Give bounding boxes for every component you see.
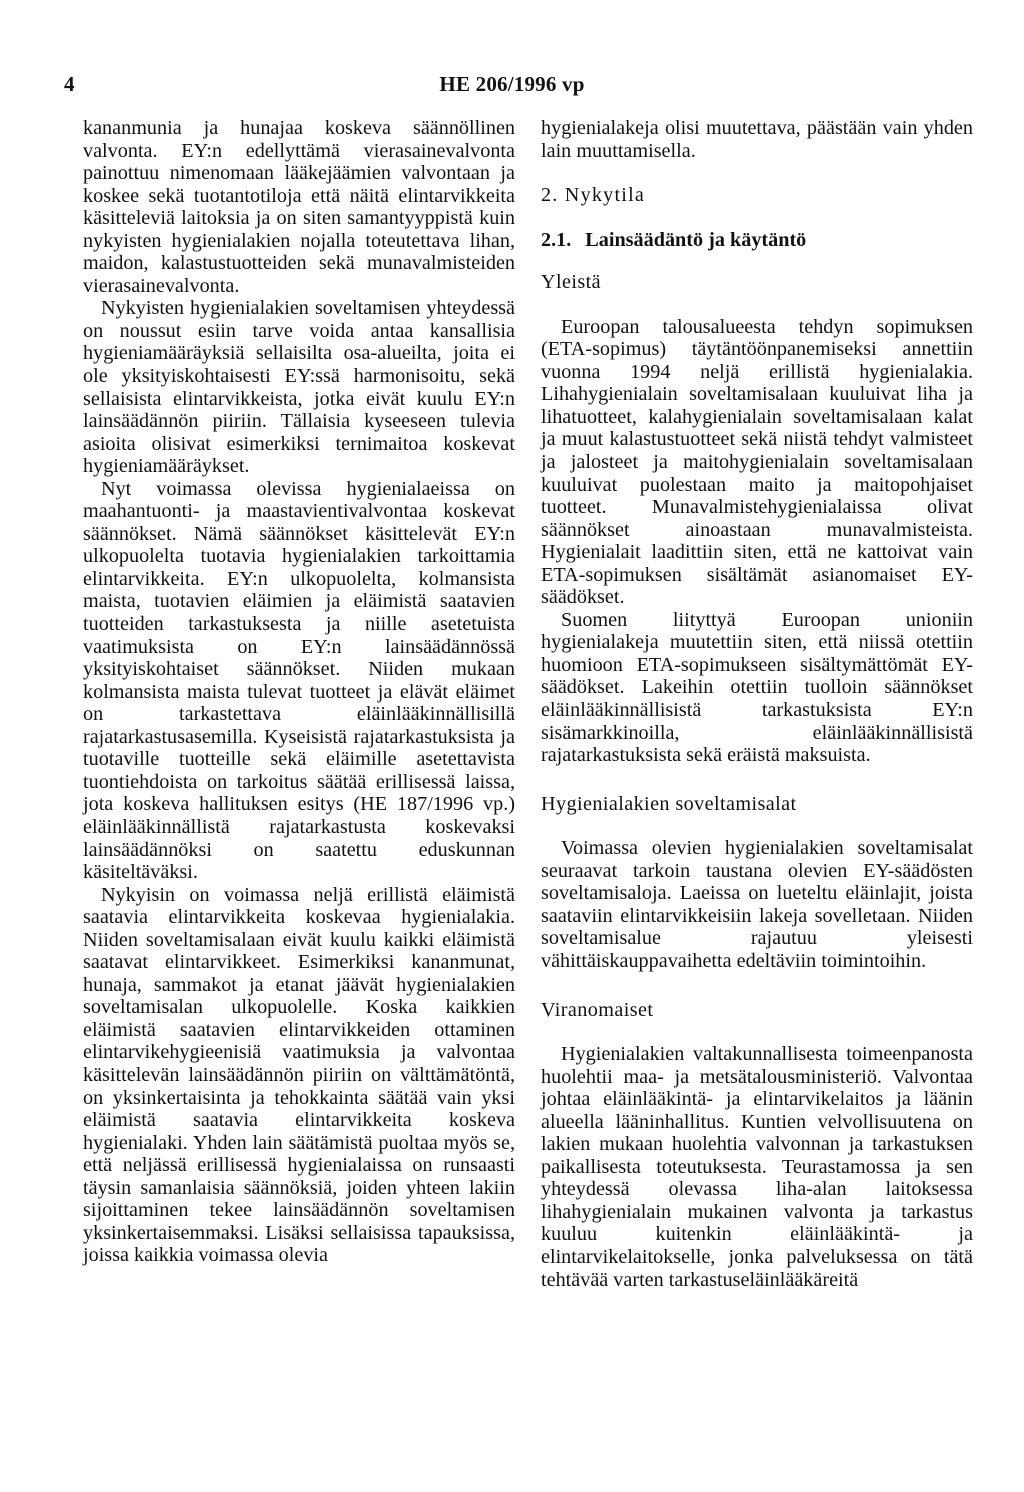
subsection-number: 2.1. [541, 228, 572, 251]
paragraph: hygienialakeja olisi muutettava, päästään vain yhden lain muuttamisella. [541, 117, 973, 162]
heading-yleista: Yleistä [541, 271, 601, 294]
paragraph: Euroopan talousalueesta tehdyn sopimuksen (ETA-sopimus) täytäntöönpanemiseksi annettiin vuonna 1994 neljä erillistä hygienialakia. Lihahygienialain soveltamisalaan kuuluivat liha ja lihatuotteet, kalahygienialain soveltamisalaan kalat ja muut kalastustuotteet sekä niistä tehdyt valmisteet ja jalosteet ja maitohygienialain soveltamisalaan kuuluivat puolestaan maito ja maitopohjaiset tuotteet. Munavalmistehygienialaissa olivat säännökset ainoastaan munavalmisteista. Hygienialait laadittiin siten, että ne kattoivat vain ETA-sopimuksen sisältämät asianomaiset EY-säädökset. [541, 315, 973, 609]
paragraph: Nyt voimassa olevissa hygienialaeissa on maahantuonti- ja maastavientivalvontaa koskevat säännökset. Nämä säännökset käsittelevät EY:n ulkopuolelta tuotavia hygienialakien tarkoittamia elintarvikkeita. EY:n ulkopuolelta, kolmansista maista, tuotavien eläimien ja eläimistä saatavien tuotteiden tarkastuksesta ja niille asetetuista vaatimuksista on EY:n lainsäädännössä yksityiskohtaiset säännökset. Niiden mukaan kolmansista maista tulevat tuotteet ja elävät eläimet on tarkastettava eläinlääkinnällisillä rajatarkastusasemilla. Kyseisistä rajatarkastuksista ja tuotaville tuotteille sekä eläimille asetettavista tuontiehdoista on tarkoitus säätää erillisessä laissa, jota koskeva hallituksen esitys (HE 187/1996 vp.) eläinlääkinnällistä rajatarkastusta koskevaksi lainsäädännöksi on saatettu eduskunnan käsiteltäväksi. [83, 477, 515, 884]
paragraph: Nykyisin on voimassa neljä erillistä eläimistä saatavia elintarvikkeita koskevaa hygienialakia. Niiden soveltamisalaan eivät kuulu kaikki eläimistä saatavat elintarvikkeet. Esimerkiksi kananmunat, hunaja, sammakot ja etanat jäävät hygienialakien soveltamisalan ulkopuolelle. Koska kaikkien eläimistä saatavien elintarvikkeiden ottaminen elintarvikehygieenisiä vaatimuksia ja valvontaa käsittelevän lainsäädännön piiriin on välttämätöntä, on yksinkertaisinta ja tehokkainta säätää vain yksi eläimistä saatavia elintarvikkeita koskeva hygienialaki. Yhden lain säätämistä puoltaa myös se, että neljässä erillisessä hygienialaissa on runsaasti täysin samanlaisia säännöksiä, joiden yhteen lakiin sijoittaminen tekee lainsäädännön soveltamisen yksinkertaisemmaksi. Lisäksi sellaisissa tapauksissa, joissa kaikkia voimassa olevia [83, 883, 515, 1267]
paragraph: kananmunia ja hunajaa koskeva säännöllinen valvonta. EY:n edellyttämä vierasainevalvonta painottuu nimenomaan lääkejäämien valvontaan ja koskee sekä tuotantotiloja että näitä elintarvikkeita käsitteleviä laitoksia ja on siten samantyyppistä kuin nykyisten hygienialakien nojalla toteutettava lihan, maidon, kalastustuotteiden sekä munavalmisteiden vierasainevalvonta. [83, 117, 515, 297]
page-number: 4 [64, 72, 75, 96]
paragraph: Nykyisten hygienialakien soveltamisen yhteydessä on noussut esiin tarve voida antaa kansallisia hygieniamääräyksiä sellaisilta osa-alueilta, joita ei ole yksityiskohtaisesti EY:ssä harmonisoitu, sekä sellaisista elintarvikkeista, jotka eivät kuulu EY:n lainsäädännön piiriin. Tällaisia kyseeseen tulevia asioita olisivat esimerkiksi ternimaitoa koskevat hygieniamääräykset. [83, 297, 515, 478]
paragraph: Voimassa olevien hygienialakien soveltamisalat seuraavat tarkoin taustana olevien EY-säädösten soveltamisaloja. Laeissa on lueteltu eläinlajit, joista saataviin elintarvikkeisiin lakeja sovelletaan. Niiden soveltamisalue rajautuu yleisesti vähittäiskauppavaihetta edeltäviin toimintoihin. [541, 837, 973, 972]
subsection-title: Lainsäädäntö ja käytäntö [585, 228, 807, 251]
paragraph: Hygienialakien valtakunnallisesta toimeenpanosta huolehtii maa- ja metsätalousministeriö. Valvontaa johtaa eläinlääkintä- ja elintarvikelaitos ja läänin alueella lääninhallitus. Kuntien velvollisuutena on lakien mukaan huolehtia valvonnan ja tarkastuksen paikallisesta toteutuksesta. Teurastamossa ja sen yhteydessä olevassa liha-alan laitoksessa lihahygienialain mukainen valvonta ja tarkastus kuuluu kuitenkin eläinlääkintä- ja elintarvikelaitokselle, jonka palveluksessa on tätä tehtävää varten tarkastuseläinlääkäreitä [541, 1043, 973, 1291]
heading-soveltamisalat: Hygienialakien soveltamisalat [541, 792, 797, 815]
heading-viranomaiset: Viranomaiset [541, 998, 654, 1021]
page-header-title: HE 206/1996 vp [439, 72, 585, 96]
paragraph: Suomen liityttyä Euroopan unioniin hygienialakeja muutettiin siten, että niissä otettiin huomioon ETA-sopimukseen sisältymättömät EY-säädökset. Lakeihin otettiin tuolloin säännökset eläinlääkinnällisistä tarkastuksista EY:n sisämarkkinoilla, eläinlääkinnällisistä rajatarkastuksista sekä eräistä maksuista. [541, 608, 973, 767]
right-column [541, 117, 973, 1291]
subsection-heading [541, 229, 973, 252]
left-column [83, 117, 515, 1267]
section-heading: 2. Nykytila [541, 184, 646, 207]
